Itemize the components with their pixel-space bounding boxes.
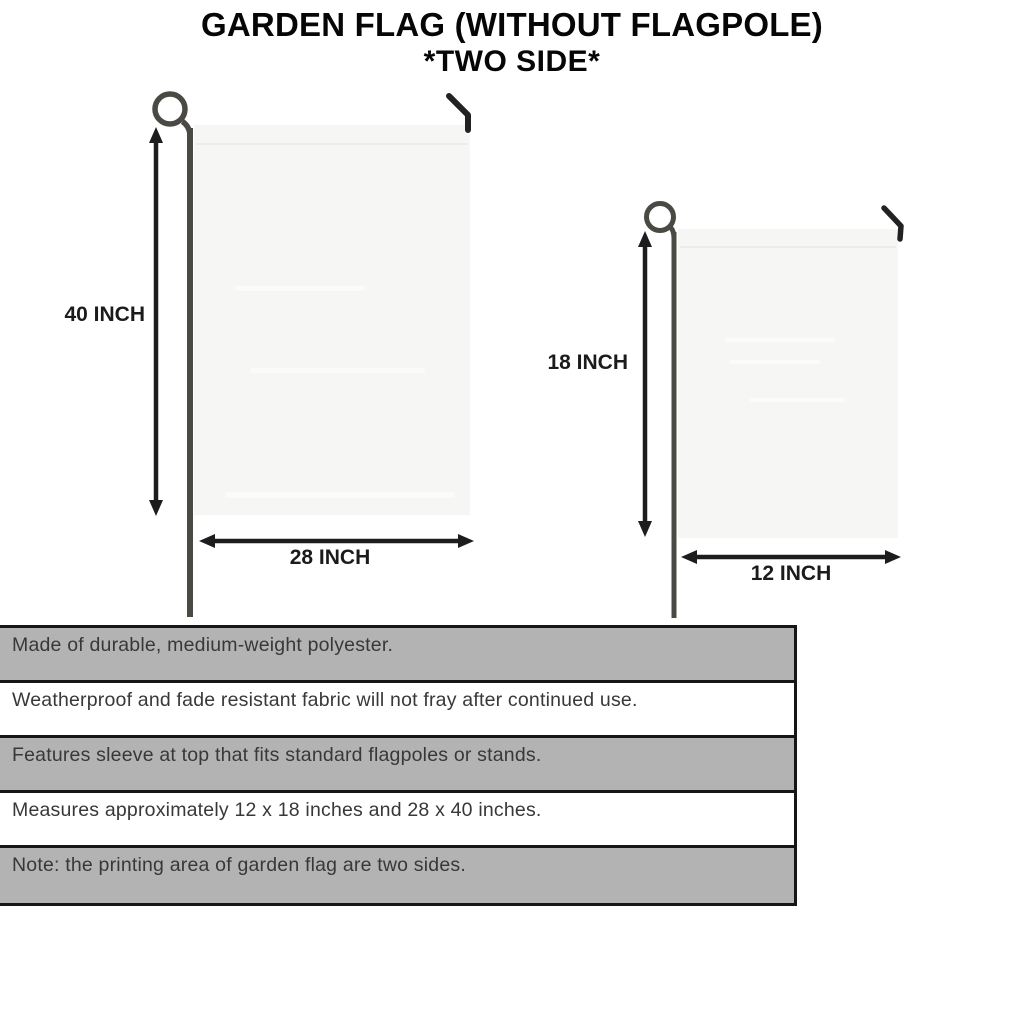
small-flag-streak bbox=[725, 338, 835, 342]
large-flag-height-label: 40 INCH bbox=[64, 303, 145, 326]
large-flag-group bbox=[149, 94, 474, 617]
small-flagpole-loop-icon bbox=[647, 204, 674, 231]
large-flag-streak bbox=[250, 368, 425, 373]
page-title: GARDEN FLAG (WITHOUT FLAGPOLE) bbox=[201, 6, 823, 43]
small-flag-height-label: 18 INCH bbox=[547, 351, 628, 374]
small-height-arrow bbox=[638, 231, 652, 537]
page-subtitle: *TWO SIDE* bbox=[423, 44, 601, 78]
feature-row-sleeve: Features sleeve at top that fits standard flagpoles or stands. bbox=[0, 738, 794, 793]
small-flag-width-label: 12 INCH bbox=[750, 562, 832, 585]
feature-row-material: Made of durable, medium-weight polyester. bbox=[0, 628, 794, 683]
feature-row-note: Note: the printing area of garden flag are two sides. bbox=[0, 848, 794, 903]
large-flag-canvas bbox=[194, 125, 470, 515]
large-flagpole-loop-tail bbox=[183, 122, 191, 137]
large-hanger-hook-icon bbox=[449, 96, 468, 130]
large-height-arrow bbox=[149, 127, 163, 516]
feature-row-weatherproof: Weatherproof and fade resistant fabric will not fray after continued use. bbox=[0, 683, 794, 738]
large-flagpole-loop-icon bbox=[155, 94, 185, 124]
small-flagpole-loop-tail bbox=[671, 228, 674, 239]
feature-table bbox=[0, 625, 797, 906]
small-flag-canvas bbox=[678, 229, 898, 538]
feature-row-measurements: Measures approximately 12 x 18 inches and 28 x 40 inches. bbox=[0, 793, 794, 848]
small-flag-streak bbox=[730, 360, 820, 364]
large-flag-streak bbox=[235, 286, 365, 291]
large-flag-streak bbox=[225, 492, 455, 498]
small-flag-streak bbox=[750, 398, 845, 402]
large-flag-width-label: 28 INCH bbox=[289, 546, 371, 569]
small-flag-group bbox=[638, 204, 901, 619]
